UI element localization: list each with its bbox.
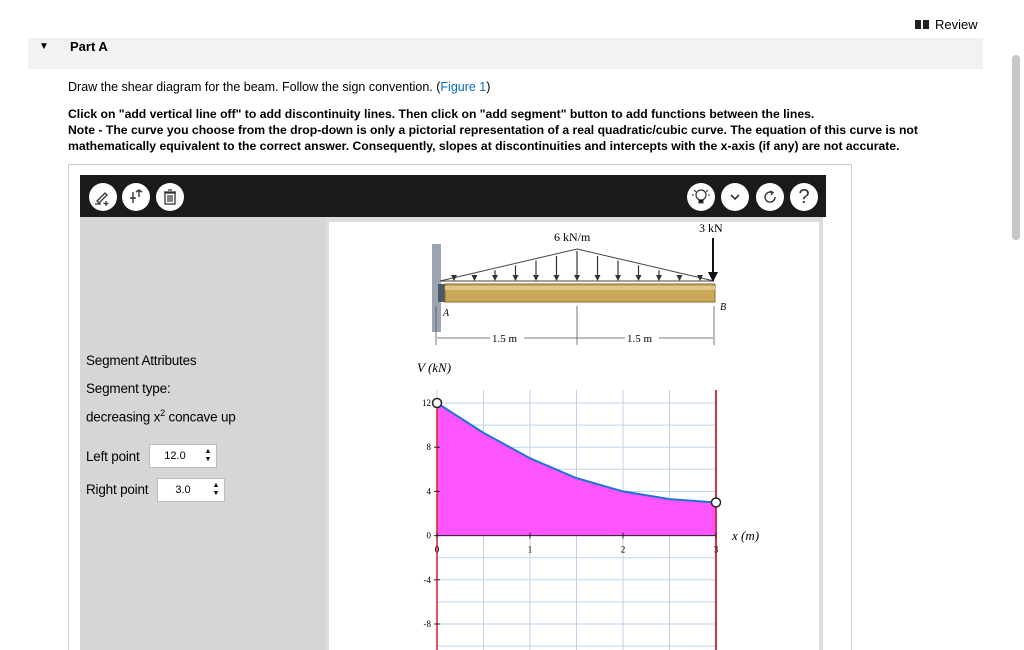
load-arrowhead <box>636 275 642 281</box>
load-arrowhead <box>677 275 683 281</box>
load-arrowhead <box>656 275 662 281</box>
end-label: B <box>720 302 727 313</box>
load-arrowhead <box>513 275 519 281</box>
collapse-triangle-icon[interactable]: ▼ <box>39 41 49 52</box>
x-axis-label: x (m) <box>732 528 760 543</box>
segment-type-value[interactable]: decreasing $x^2$ concave up <box>86 408 236 425</box>
load-arrowhead <box>533 275 539 281</box>
support-label: A <box>443 308 450 319</box>
y-tick-label: 4 <box>426 486 431 497</box>
load-arrowhead <box>472 275 478 281</box>
segment-left-point <box>433 399 442 408</box>
y-tick-label: 12 <box>422 398 431 408</box>
load-arrowhead <box>554 275 560 281</box>
y-tick-label: 8 <box>426 442 431 453</box>
load-arrowhead <box>615 275 621 281</box>
point-load-label: 3 kN <box>699 221 723 235</box>
y-tick-label: -4 <box>423 574 431 585</box>
right-point-stepper[interactable]: ▲ ▼ <box>212 482 220 497</box>
review-label: Review <box>935 17 978 32</box>
left-point-value[interactable]: 12.0 <box>164 450 186 462</box>
instruction-line-3: mathematically equivalent to the correct answer. Consequently, slopes at discontinuities and intercepts with the x-axis (if any) are not accurate. <box>68 139 900 153</box>
left-point-label: Left point <box>86 449 140 464</box>
load-arrowhead <box>492 275 498 281</box>
instruction-line-2: Note - The curve you choose from the drop-down is only a pictorial representation of a real quadratic/cubic curve. The equation of this curve is not <box>68 123 918 137</box>
x-tick-label: 0 <box>434 544 440 555</box>
y-tick-label: 0 <box>426 530 431 541</box>
segment-attributes-heading: Segment Attributes <box>86 353 197 368</box>
left-point-stepper[interactable]: ▲ ▼ <box>204 448 212 463</box>
segment-type-label: Segment type: <box>86 381 171 396</box>
right-point-value[interactable]: 3.0 <box>175 484 191 496</box>
instructions-intro: Draw the shear diagram for the beam. Follow the sign convention. (Figure 1) <box>68 80 491 94</box>
span2-label: 1.5 m <box>627 333 653 345</box>
figure-link[interactable]: Figure 1 <box>440 80 487 94</box>
x-tick-label: 2 <box>620 544 626 555</box>
load-arrowhead <box>595 275 601 281</box>
x-tick-label: 3 <box>713 544 719 555</box>
load-arrowhead <box>574 275 580 281</box>
y-tick-label: -8 <box>423 619 431 629</box>
load-label: 6 kN/m <box>554 230 591 244</box>
right-point-label: Right point <box>86 482 149 497</box>
span1-label: 1.5 m <box>492 333 518 345</box>
x-tick-label: 1 <box>527 544 533 555</box>
part-title: Part A <box>70 39 108 54</box>
load-arrows <box>451 251 703 281</box>
help-button[interactable]: ? <box>790 183 818 211</box>
y-axis-label: V (kN) <box>417 360 452 375</box>
instruction-line-1: Click on "add vertical line off" to add discontinuity lines. Then click on "add segment" button to add functions between the lines. <box>68 107 815 121</box>
segment-right-point <box>712 498 721 507</box>
